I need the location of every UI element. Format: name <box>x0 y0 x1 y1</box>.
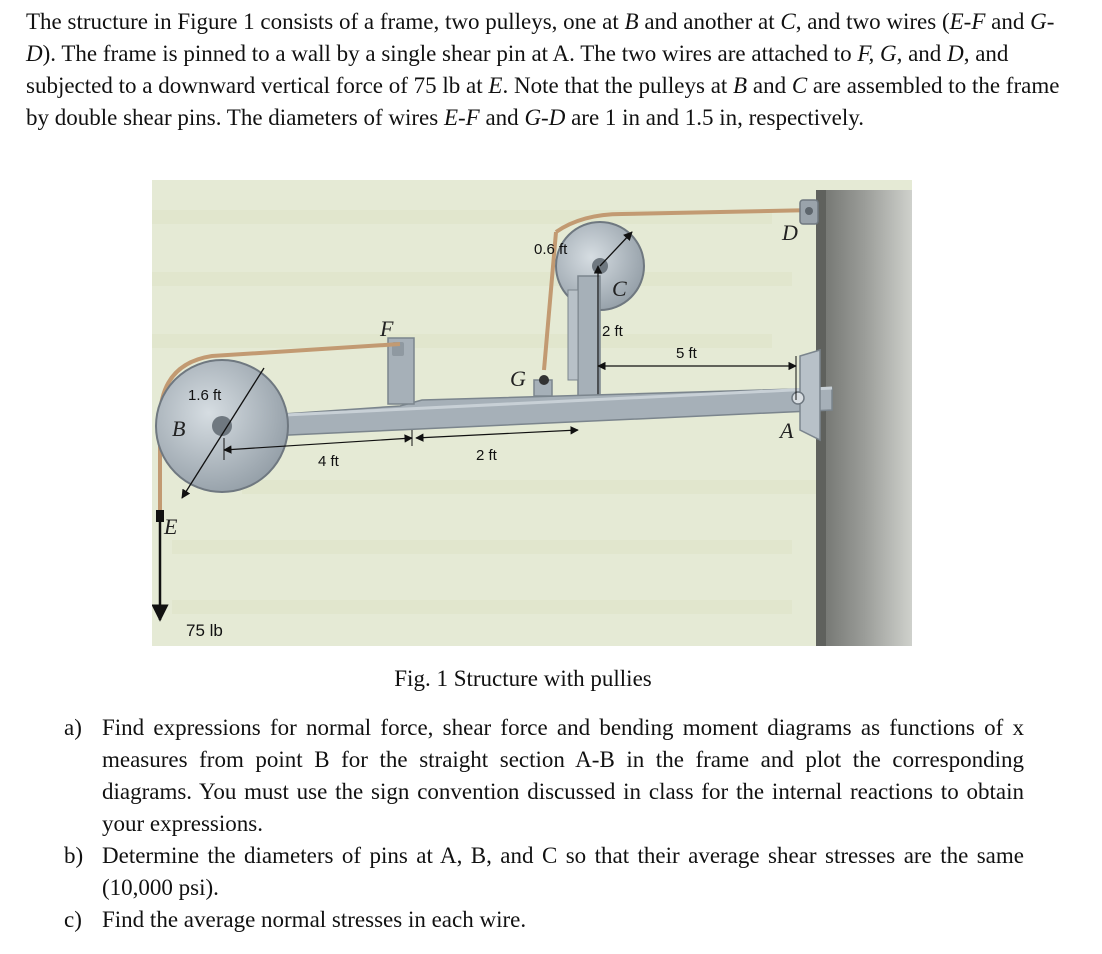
structure-figure <box>152 180 912 646</box>
question-list <box>64 712 1024 936</box>
label-a: A <box>780 418 794 443</box>
question-b: b) Determine the diameters of pins at A, B, and C so that their average shear stresses are the same (10,000 psi). <box>64 843 1024 900</box>
label-g: G <box>510 366 526 391</box>
wall <box>816 190 912 646</box>
dim-b-f: 4 ft <box>318 453 339 470</box>
dim-span-a: 5 ft <box>676 345 697 362</box>
dim-f-c: 2 ft <box>476 447 497 464</box>
label-f: F <box>380 316 394 341</box>
dim-c-height: 2 ft <box>602 323 623 340</box>
label-e: E <box>164 514 178 539</box>
problem-statement: The structure in Figure 1 consists of a frame, two pulleys, one at B and another at C, and two wires (E-F and G-D). The frame is pinned to a wall by a single shear pin at A. The two wires are attached to F, G, and D, and subjected to a downward vertical force of 75 lb at E. Note that the pulleys at B and C are assembled to the frame by double shear pins. The diameters of wires E-F and G-D are 1 in and 1.5 in, respectively. <box>26 9 1060 130</box>
dim-pulley-b: 1.6 ft <box>188 387 222 404</box>
wire-end-e <box>156 510 164 522</box>
frame-post-c <box>578 276 600 396</box>
label-b: B <box>172 416 186 441</box>
label-d: D <box>782 220 798 245</box>
dim-pulley-c: 0.6 ft <box>534 241 568 258</box>
load-label: 75 lb <box>186 621 223 640</box>
figure-caption: Fig. 1 Structure with pullies <box>394 666 652 691</box>
bracket-d <box>800 200 818 224</box>
question-c: c) Find the average normal stresses in each wire. <box>64 907 527 932</box>
label-c: C <box>612 276 627 301</box>
question-a: a) Find expressions for normal force, shear force and bending moment diagrams as functions of x measures from point B for the straight section A-B in the frame and plot the corresponding diagrams. You must use the sign convention discussed in class for the internal reactions to obtain your expressions. <box>64 715 1024 836</box>
